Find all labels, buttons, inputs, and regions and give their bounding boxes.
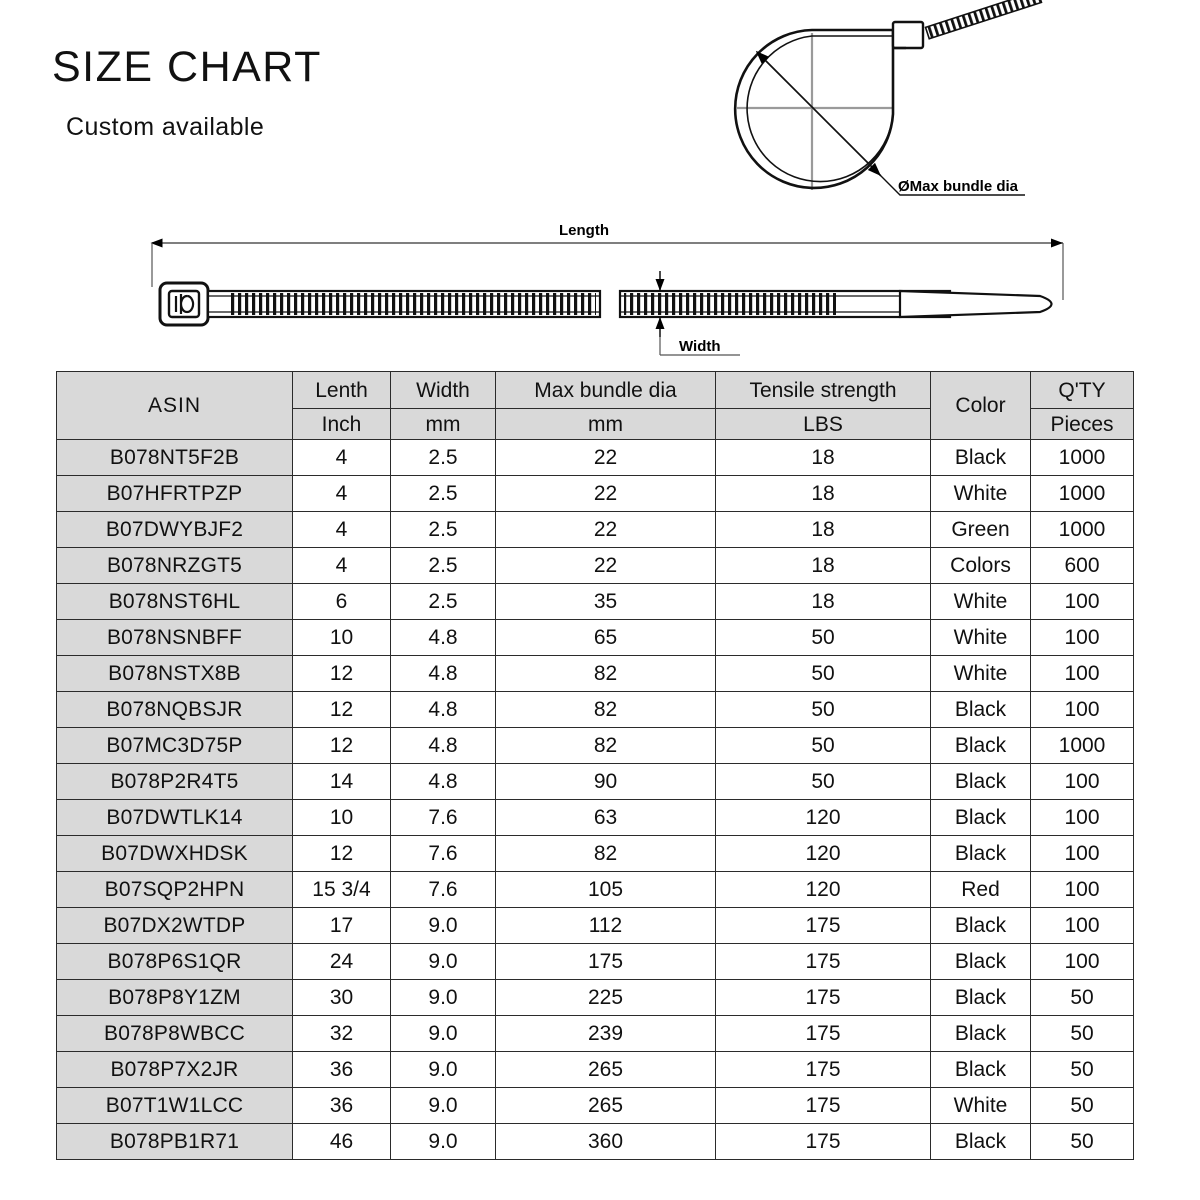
cell-width: 9.0 [391,1088,496,1124]
table-row [57,1052,1134,1088]
cell-dia: 175 [496,944,716,980]
cell-tensile: 175 [716,980,931,1016]
cell-qty: 1000 [1031,476,1134,512]
column-unit-tensile-strength: LBS [716,409,931,440]
cell-length: 12 [293,728,391,764]
cell-asin: B078P6S1QR [57,944,293,980]
cell-qty: 100 [1031,620,1134,656]
page-subtitle: Custom available [66,113,265,141]
cell-tensile: 175 [716,1052,931,1088]
cell-length: 6 [293,584,391,620]
table-row [57,764,1134,800]
table-row [57,872,1134,908]
column-header-length: Lenth [293,372,391,409]
cell-width: 2.5 [391,476,496,512]
table-row [57,836,1134,872]
cell-tensile: 18 [716,584,931,620]
cell-color: White [931,1088,1031,1124]
cell-color: White [931,476,1031,512]
size-chart-table-wrap [56,371,1133,1160]
cell-width: 4.8 [391,692,496,728]
cell-dia: 82 [496,656,716,692]
loop-tie-tail [926,0,1042,39]
cell-color: Black [931,692,1031,728]
column-unit-qty: Pieces [1031,409,1134,440]
cell-asin: B078P2R4T5 [57,764,293,800]
cell-color: Black [931,728,1031,764]
length-label: Length [559,222,609,239]
table-row [57,1088,1134,1124]
cell-qty: 100 [1031,800,1134,836]
table-row [57,692,1134,728]
cell-qty: 600 [1031,548,1134,584]
cell-dia: 22 [496,512,716,548]
table-header-row-main [57,372,1134,409]
cell-qty: 50 [1031,1052,1134,1088]
cell-dia: 82 [496,692,716,728]
cell-color: White [931,584,1031,620]
column-unit-max-bundle-dia: mm [496,409,716,440]
cell-qty: 100 [1031,692,1134,728]
cell-qty: 100 [1031,584,1134,620]
cell-dia: 22 [496,548,716,584]
cell-asin: B07DWYBJF2 [57,512,293,548]
cell-width: 9.0 [391,1052,496,1088]
cell-qty: 1000 [1031,512,1134,548]
width-label: Width [679,338,721,355]
cell-asin: B07T1W1LCC [57,1088,293,1124]
table-row [57,584,1134,620]
cell-length: 32 [293,1016,391,1052]
cable-tie-straight-diagram [160,283,1052,325]
cell-tensile: 18 [716,512,931,548]
cell-dia: 82 [496,728,716,764]
column-header-width: Width [391,372,496,409]
column-header-asin: ASIN [57,372,293,440]
max-bundle-dia-arrow [757,52,881,176]
cell-width: 9.0 [391,1124,496,1160]
cell-qty: 100 [1031,656,1134,692]
cell-tensile: 18 [716,476,931,512]
cell-tensile: 50 [716,656,931,692]
table-header [57,372,1134,440]
table-row [57,476,1134,512]
cell-color: Black [931,944,1031,980]
cell-length: 15 3/4 [293,872,391,908]
cell-qty: 100 [1031,944,1134,980]
cable-tie-loop-diagram [735,0,1041,195]
cell-tensile: 50 [716,692,931,728]
cell-length: 24 [293,944,391,980]
cell-qty: 1000 [1031,440,1134,476]
cell-asin: B078NSNBFF [57,620,293,656]
column-header-tensile-strength: Tensile strength [716,372,931,409]
cell-asin: B07HFRTPZP [57,476,293,512]
cell-asin: B078P8WBCC [57,1016,293,1052]
cell-dia: 22 [496,476,716,512]
cell-width: 7.6 [391,836,496,872]
cable-tie-head-slot [169,291,199,317]
column-header-color: Color [931,372,1031,440]
cell-length: 4 [293,440,391,476]
cell-length: 4 [293,548,391,584]
cell-color: Black [931,1124,1031,1160]
table-row [57,620,1134,656]
cell-length: 12 [293,836,391,872]
product-diagram-area [0,0,1200,368]
cell-asin: B07DWTLK14 [57,800,293,836]
column-unit-width: mm [391,409,496,440]
loop-tie-head [893,22,923,48]
table-row [57,1016,1134,1052]
cell-width: 7.6 [391,872,496,908]
cell-asin: B07SQP2HPN [57,872,293,908]
cell-width: 7.6 [391,800,496,836]
cell-width: 2.5 [391,584,496,620]
cable-tie-diagram-svg [0,0,1200,368]
cell-tensile: 50 [716,620,931,656]
cell-color: Red [931,872,1031,908]
cell-asin: B078NT5F2B [57,440,293,476]
cell-length: 46 [293,1124,391,1160]
cell-width: 9.0 [391,1016,496,1052]
cell-qty: 50 [1031,1088,1134,1124]
cell-qty: 50 [1031,1016,1134,1052]
cell-width: 2.5 [391,440,496,476]
cell-color: White [931,620,1031,656]
cell-color: White [931,656,1031,692]
cell-dia: 360 [496,1124,716,1160]
table-row [57,728,1134,764]
cell-asin: B07MC3D75P [57,728,293,764]
cell-asin: B078NSTX8B [57,656,293,692]
cell-asin: B078P8Y1ZM [57,980,293,1016]
cell-color: Black [931,440,1031,476]
cell-color: Black [931,1016,1031,1052]
cell-length: 12 [293,692,391,728]
cell-width: 2.5 [391,548,496,584]
cell-dia: 22 [496,440,716,476]
cell-qty: 100 [1031,872,1134,908]
cell-dia: 265 [496,1088,716,1124]
page-title: SIZE CHART [52,43,322,91]
column-header-qty: Q'TY [1031,372,1134,409]
cell-tensile: 50 [716,728,931,764]
table-row [57,908,1134,944]
table-row [57,548,1134,584]
cell-color: Green [931,512,1031,548]
cell-qty: 100 [1031,836,1134,872]
cell-length: 12 [293,656,391,692]
cell-width: 4.8 [391,728,496,764]
cell-tensile: 18 [716,548,931,584]
cell-dia: 239 [496,1016,716,1052]
cell-qty: 50 [1031,980,1134,1016]
cell-length: 30 [293,980,391,1016]
table-row [57,512,1134,548]
length-dimension [152,222,1063,300]
cell-dia: 112 [496,908,716,944]
cell-color: Black [931,800,1031,836]
table-row [57,656,1134,692]
table-row [57,944,1134,980]
table-body [57,440,1134,1160]
cell-asin: B078P7X2JR [57,1052,293,1088]
cell-asin: B078NST6HL [57,584,293,620]
cell-width: 9.0 [391,908,496,944]
cell-qty: 50 [1031,1124,1134,1160]
cell-color: Black [931,980,1031,1016]
cell-dia: 35 [496,584,716,620]
cell-length: 36 [293,1088,391,1124]
cell-tensile: 120 [716,800,931,836]
max-bundle-dia-label: ØMax bundle dia [898,178,1019,195]
cell-dia: 90 [496,764,716,800]
cell-tensile: 175 [716,1016,931,1052]
cell-width: 4.8 [391,764,496,800]
cell-length: 36 [293,1052,391,1088]
cell-color: Black [931,1052,1031,1088]
cell-tensile: 18 [716,440,931,476]
cell-length: 14 [293,764,391,800]
cell-dia: 63 [496,800,716,836]
cell-width: 9.0 [391,980,496,1016]
cell-tensile: 175 [716,1124,931,1160]
cell-dia: 65 [496,620,716,656]
cell-width: 4.8 [391,620,496,656]
cell-asin: B07DWXHDSK [57,836,293,872]
cell-color: Black [931,764,1031,800]
cell-dia: 265 [496,1052,716,1088]
cell-dia: 82 [496,836,716,872]
cell-asin: B07DX2WTDP [57,908,293,944]
cell-tensile: 175 [716,1088,931,1124]
cell-length: 10 [293,620,391,656]
cell-color: Black [931,836,1031,872]
cell-color: Colors [931,548,1031,584]
cell-length: 4 [293,512,391,548]
cell-qty: 100 [1031,908,1134,944]
cable-tie-tip [900,291,1052,317]
cell-asin: B078PB1R71 [57,1124,293,1160]
cell-length: 17 [293,908,391,944]
cell-color: Black [931,908,1031,944]
table-row [57,800,1134,836]
size-chart-table [56,371,1134,1160]
cell-dia: 225 [496,980,716,1016]
cell-length: 4 [293,476,391,512]
cell-asin: B078NRZGT5 [57,548,293,584]
cell-qty: 100 [1031,764,1134,800]
column-header-max-bundle-dia: Max bundle dia [496,372,716,409]
cell-width: 4.8 [391,656,496,692]
table-row [57,440,1134,476]
cell-tensile: 120 [716,836,931,872]
cell-asin: B078NQBSJR [57,692,293,728]
column-unit-length: Inch [293,409,391,440]
cell-width: 2.5 [391,512,496,548]
cell-tensile: 120 [716,872,931,908]
cell-width: 9.0 [391,944,496,980]
cell-qty: 1000 [1031,728,1134,764]
cell-dia: 105 [496,872,716,908]
cell-length: 10 [293,800,391,836]
table-row [57,1124,1134,1160]
cell-tensile: 175 [716,944,931,980]
table-row [57,980,1134,1016]
cell-tensile: 50 [716,764,931,800]
cell-tensile: 175 [716,908,931,944]
